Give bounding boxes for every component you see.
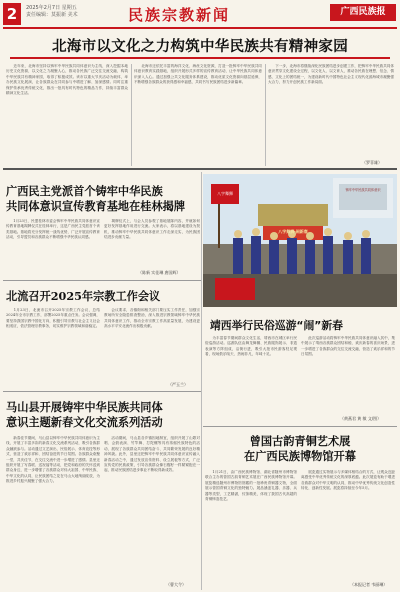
paper-name: 广西民族报 bbox=[330, 4, 396, 21]
article-4-title: 靖西举行民俗巡游“闹”新春 bbox=[210, 319, 343, 332]
article-3-title-line1: 马山县开展铸牢中华民族共同体 bbox=[6, 401, 163, 414]
column-divider bbox=[131, 64, 132, 166]
masthead-rule bbox=[3, 27, 397, 29]
lead-headline: 北海市以文化之力构筑中华民族共有精神家园 bbox=[52, 39, 348, 55]
column-divider bbox=[265, 64, 266, 166]
article-5-title bbox=[205, 434, 395, 464]
lead-body-col3: 下一步，北海市将继续深化民族团结进步创建工作，把铸牢中华民族共同体意识贯穿文化建设全过程，以文化人、以文育人，推动各民族在理想、信念、情感、文化上的团结统一，为建设新时代中国特色社会主义现代化滨海城市凝聚强大合力，努力开创民族工作新局面。 bbox=[268, 64, 394, 85]
section-rule bbox=[3, 280, 201, 281]
headline-underline bbox=[10, 57, 390, 59]
article-5-body-col2: 展览通过实物展示与多媒体相结合的方式，让观众近距离感受中华优秀传统文化的深厚底蕴。此次展览有助于增进各族群众对中华文明的认同，推动中华优秀传统文化创造性转化、创新性发展。展览将持续至今年5月。 bbox=[301, 470, 395, 491]
lead-body-col2: 北海市还依托丰富的海洋文化、海丝文化资源，打造一批铸牢中华民族共同体意识教育实践基地，组织开展形式多样的宣传教育活动，让中华民族共同体意识深入人心。通过加强公共文化服务体系建设，推动优质文化资源向基层延伸，不断增强各族群众的获得感和幸福感，共同书写民族团结进步新篇章。 bbox=[134, 64, 262, 85]
article-4-body-col2: 此次巡游活动将铸牢中华民族共同体意识融入其中，集中展示了靖西各族群众团结和睦、欢庆新春的喜庆场景，进一步增进了各族群众的交往交流交融，营造了欢乐祥和的节日氛围。 bbox=[301, 336, 395, 357]
article-4-credit: （黄燕君 黄 敏 文/图） bbox=[340, 416, 382, 421]
article-5-title-line2: 在广西民族博物馆开幕 bbox=[244, 450, 356, 463]
article-1-body-col2: 揭牌仪式上，与会人员参观了基地展陈内容，并就如何更好发挥基地作用进行交流。大家表示，将以基地建设为契机，推动铸牢中华民族共同体意识工作走深走实，为民族团结进步贡献力量。 bbox=[104, 219, 200, 240]
article-5-title-line1: 曾国古韵青铜艺术展 bbox=[249, 435, 351, 448]
page-number: 2 bbox=[3, 3, 21, 25]
lead-body-col1: 近年来，北海市坚持以铸牢中华民族共同体意识为主线，深入挖掘本地历史文化资源，以文化之力凝聚人心，推动各民族广泛交往交流交融，构筑中华民族共有精神家园，取得了积极成效。该市以重大节庆活动为载体，举办民族文化展演，让各族群众在共同参与中增进了解、加深感情。同时注重保护传承优秀传统文化，推出一批具有时代特色的精品力作，持续丰富群众精神文化生活。 bbox=[6, 64, 128, 96]
article-3-credit: （曹大令） bbox=[166, 582, 186, 587]
section-rule bbox=[3, 391, 201, 392]
article-1-credit: （陈新 实佳琳 唐国辉） bbox=[138, 270, 181, 275]
article-3-title-line2: 意识主题新春文化交流系列活动 bbox=[6, 416, 163, 429]
issue-date bbox=[26, 5, 78, 19]
column-divider bbox=[201, 172, 202, 590]
lead-byline: （罗菲雄） bbox=[362, 160, 382, 165]
article-3-body-col2: 活动期间，马山县各乡镇因地制宜，组织开展了山歌对唱、会鼓表演、竹竿舞、打陀螺等具有浓郁民族特色的活动，展现了各族群众共同团结奋斗、共同繁荣发展的良好精神风貌。此外，县里还把铸牢中华民族共同体意识宣传融入新春活动之中，通过发放宣传资料、设立展板等方式，广泛宣传党的民族政策，引导各族群众像石榴籽一样紧紧抱在一起，推动民族团结进步事业不断取得新成效。 bbox=[104, 436, 200, 473]
editors-text: 责任编辑：莫振新 美术 bbox=[26, 12, 78, 18]
article-1-title-line1: 广西民主党派首个铸牢中华民族 bbox=[6, 185, 163, 198]
article-4-body-col1: 为丰富春节期间群众文化生活，靖西市在城区举行民俗巡游活动。巡游队伍由舞龙舞狮、民族服饰展示、非遗表演等方阵组成，沿街行进，吸引大批市民游客驻足观看，现场鼓乐喧天、热闹非凡，年味十足。 bbox=[205, 336, 297, 357]
article-2-body-col1: 1月23日，北流市召开2025年宗教工作会议，总结2024年全市宗教工作，部署2025年重点任务。会议强调，要坚持我国宗教中国化方向，积极引导宗教与社会主义社会相适应，依法管理宗教事务，切实维护宗教领域和谐稳定。 bbox=[6, 308, 100, 329]
article-5-credit: （本报记者 韦丽琳） bbox=[350, 582, 388, 587]
section-title: 民族宗教新闻 bbox=[128, 6, 231, 24]
article-1-title-line2: 共同体意识宣传教育基地在桂林揭牌 bbox=[6, 200, 186, 213]
weekday-text: 星期五 bbox=[61, 5, 77, 11]
article-3-title bbox=[6, 400, 200, 430]
article-1-body-col1: 1月23日，民盟桂林市委会铸牢中华民族共同体意识宣传教育基地揭牌仪式在桂林举行，这是广西民主党派首个该类基地。基地将充分发挥统一战线优势，广泛开展宣传教育活动，引导盟员和各族群众不断增强中华民族认同感。 bbox=[6, 219, 100, 240]
article-1-title bbox=[6, 184, 200, 214]
section-rule bbox=[203, 426, 397, 427]
photo-banner: 八字舞狮 bbox=[211, 184, 239, 204]
photo-sign: 铸牢中华民族共同体意识 bbox=[345, 188, 381, 192]
date-text: 2025年2月7日 bbox=[26, 5, 61, 11]
article-5-body-col1: 1月21日，由广西民族博物馆、湖北省随州市博物馆联合主办的曾国古韵青铜艺术展在广西民族博物馆开幕。展览精选随州市博物馆馆藏的一批珍贵青铜器文物，全面展示曾国青铜文化的独特魅力。展品涵盖礼器、乐器、兵器等类型，工艺精湛，纹饰精美，体现了我国古代高超的青铜铸造技艺。 bbox=[205, 470, 297, 502]
parade-photo bbox=[203, 174, 397, 307]
article-2-body-col2: 会议要求，各镇街和相关部门要压实工作责任，加强宗教场所安全隐患排查整治，深入推进宗教领域铸牢中华民族共同体意识工作，推动全市宗教工作高质量发展，为建设更高水平平安北流作出积极贡献。 bbox=[104, 308, 200, 329]
article-2-title: 北流召开2025年宗教工作会议 bbox=[6, 289, 161, 303]
article-2-credit: （严玉兰） bbox=[168, 382, 188, 387]
photo-stage-text: 八字舞狮·闹新春 bbox=[278, 229, 308, 234]
article-3-body-col1: 新春佳节期间，马山县以铸牢中华民族共同体意识为主线，开展了丰富多彩的新春文化交流系列活动，吸引各族群众踊跃参与。活动通过文艺演出、民俗展示、体育竞技等形式，营造了欢乐祥和、团结奋进的节日氛围。各族群众欢聚一堂，共庆佳节，在交往交流中进一步增进了感情。县里还组织开展了写春联、送祝福等活动，把党和政府的关怀送到群众身边，进一步增强了各族群众对伟大祖国、中华民族、中华文化的认同，让民族团结之花在马山大地绚丽绽放，为推进乡村振兴凝聚了强大合力。 bbox=[6, 436, 100, 484]
section-rule bbox=[3, 168, 397, 170]
